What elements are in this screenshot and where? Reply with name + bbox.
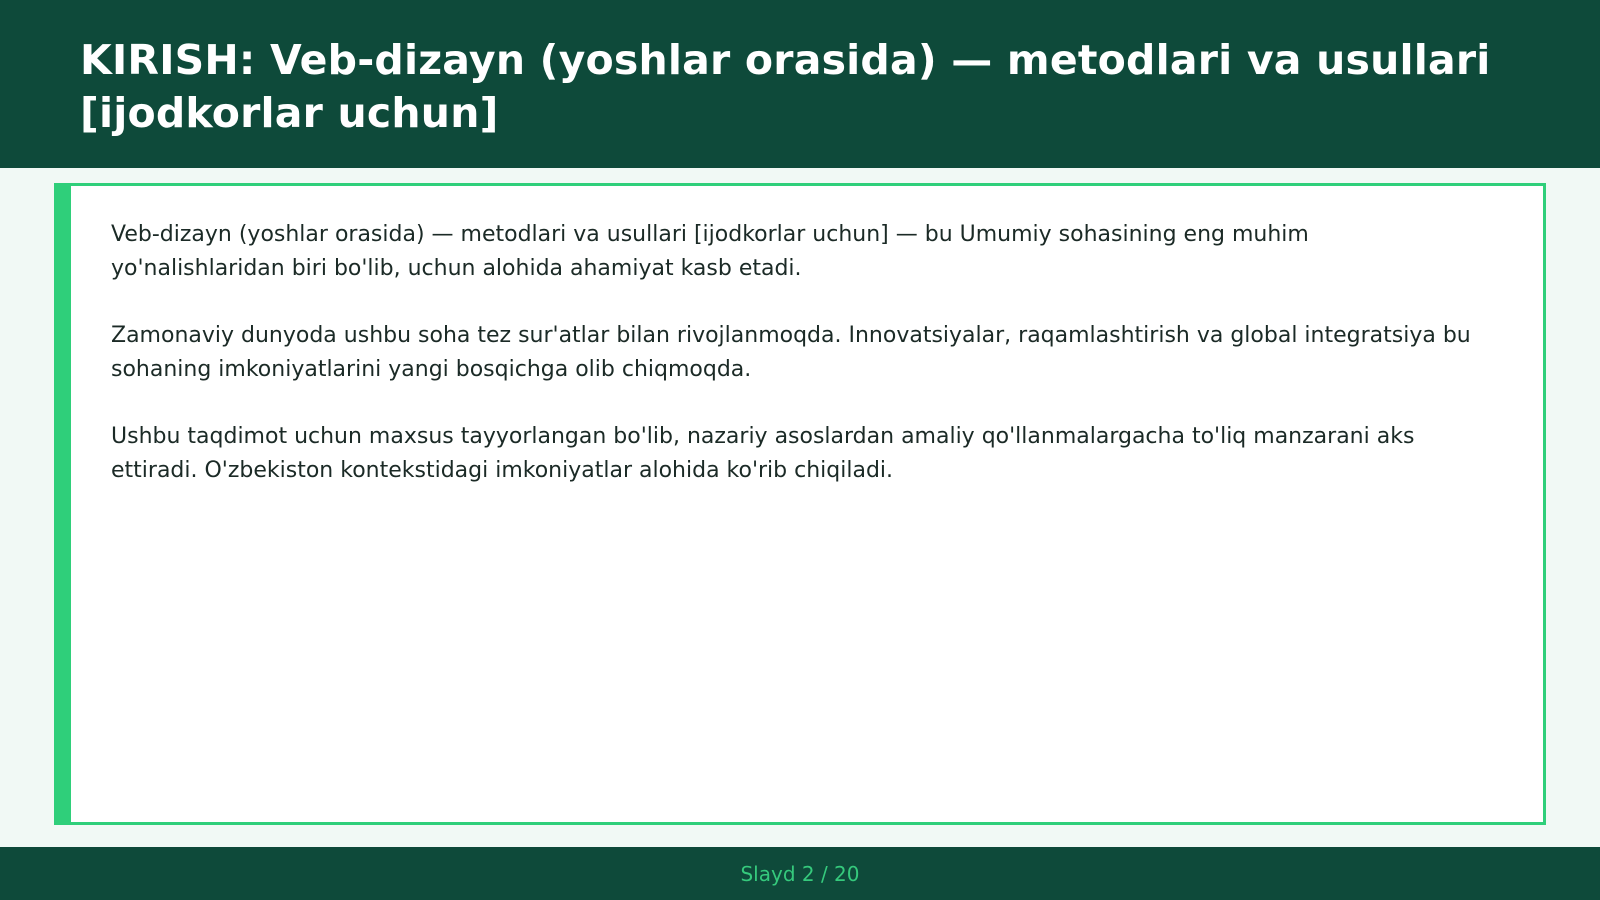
content-box (54, 183, 1546, 825)
slide-counter: Slayd 2 / 20 (740, 861, 860, 886)
paragraph-modern-world: Zamonaviy dunyoda ushbu soha tez sur'atlar bilan rivojlanmoqda. Innovatsiyalar, raqamlashtirish va global integratsiya bu sohaning imkoniyatlarini yangi bosqichga olib chiqmoqda. (111, 323, 1471, 382)
slide-title: KIRISH: Veb-dizayn (yoshlar orasida) — metodlari va usullari [ijodkorlar uchun] (80, 36, 1491, 137)
slide-header (0, 0, 1600, 168)
paragraph-presentation: Ushbu taqdimot uchun maxsus tayyorlangan bo'lib, nazariy asoslardan amaliy qo'llanmalargacha to'liq manzarani aks ettiradi. O'zbekiston kontekstidagi imkoniyatlar alohida ko'rib chiqiladi. (111, 424, 1415, 483)
slide-footer (0, 847, 1600, 900)
paragraph-intro: Veb-dizayn (yoshlar orasida) — metodlari va usullari [ijodkorlar uchun] — bu Umumiy sohasining eng muhim yo'nalishlaridan biri bo'lib, uchun alohida ahamiyat kasb etadi. (111, 222, 1309, 281)
